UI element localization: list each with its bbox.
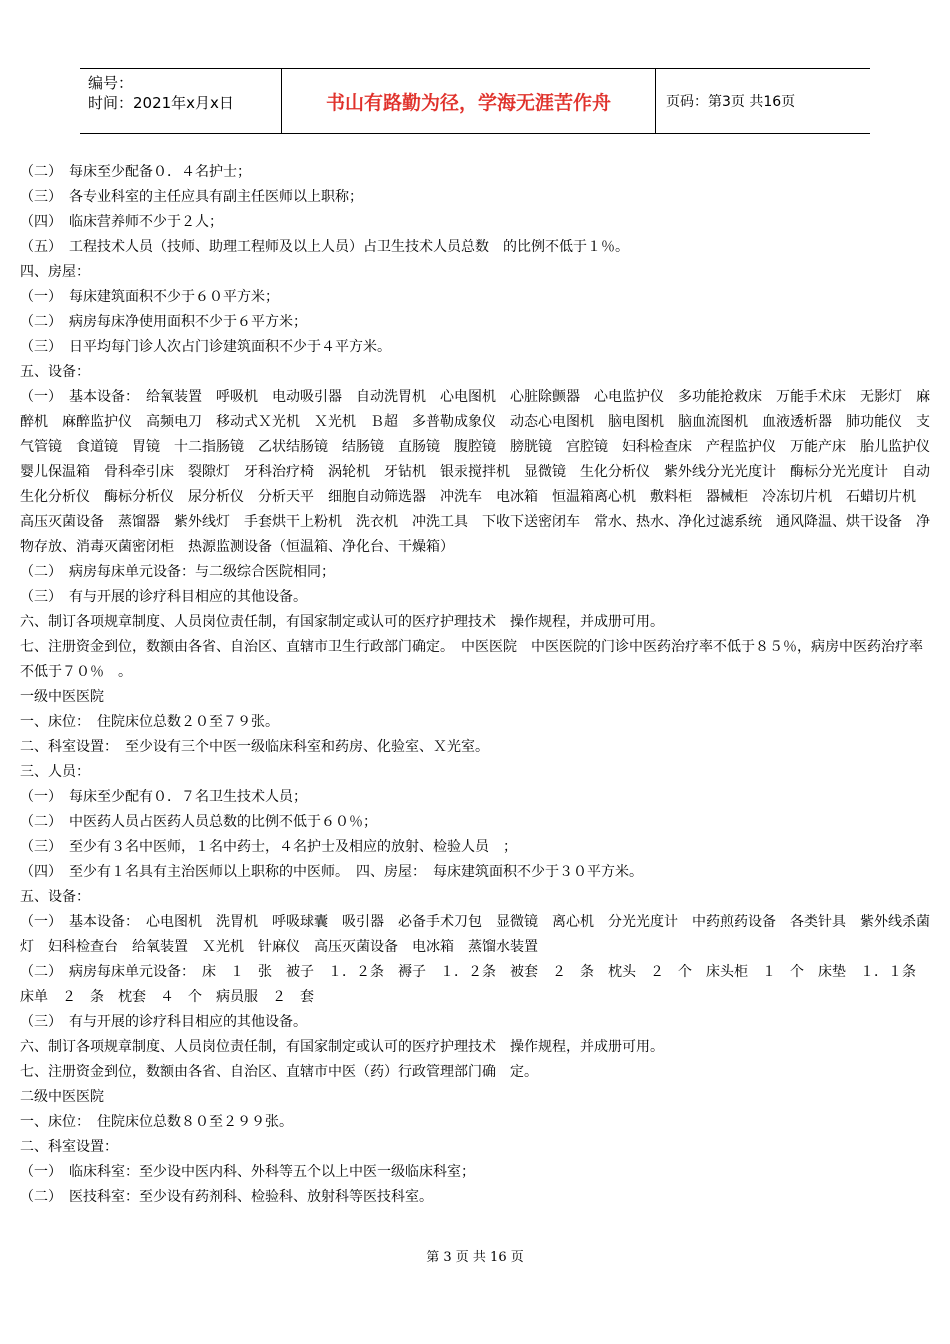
text-line: （一） 基本设备： 心电图机 洗胃机 呼吸球囊 吸引器 必备手术刀包 显微镜 离心机 分光光度计 中药煎药设备 各类针具 紫外线杀菌灯 妇科检查台 给氧装置 Ｘ光机 针麻仪 高压灭菌设备 电冰箱 蒸馏水装置 <box>20 914 930 955</box>
text-line: 六、制订各项规章制度、人员岗位责任制，有国家制定或认可的医疗护理技术 操作规程，并成册可用。 <box>20 614 664 630</box>
header-motto: 书山有路勤为径，学海无涯苦作舟 <box>282 69 656 133</box>
text-line: 七、注册资金到位，数额由各省、自治区、直辖市中医（药）行政管理部门确 定。 <box>20 1064 538 1080</box>
text-line: （三） 各专业科室的主任应具有副主任医师以上职称； <box>20 189 363 205</box>
text-line: （四） 至少有１名具有主治医师以上职称的中医师。 四、房屋： 每床建筑面积不少于３０平方米。 <box>20 864 643 880</box>
text-line: （一） 每床至少配有０．７名卫生技术人员； <box>20 789 307 805</box>
text-line: 一、床位： 住院床位总数８０至２９９张。 <box>20 1114 293 1130</box>
text-line: 二、科室设置： 至少设有三个中医一级临床科室和药房、化验室、Ｘ光室。 <box>20 739 489 755</box>
text-line: （二） 中医药人员占医药人员总数的比例不低于６０％； <box>20 814 377 830</box>
text-line: （二） 每床至少配备０．４名护士； <box>20 164 251 180</box>
page-footer: 第 3 页 共 16 页 <box>426 1250 524 1265</box>
text-line: 五、设备： <box>20 889 90 905</box>
text-line: 一、床位： 住院床位总数２０至７９张。 <box>20 714 279 730</box>
text-line: （三） 有与开展的诊疗科目相应的其他设备。 <box>20 589 307 605</box>
header-page-number: 页码：第3页 共16页 <box>666 94 796 110</box>
document-number: 编号： <box>88 74 134 92</box>
document-body <box>20 160 944 1210</box>
text-line: （三） 至少有３名中医师，１名中药士，４名护士及相应的放射、检验人员 ； <box>20 839 517 855</box>
text-line: 六、制订各项规章制度、人员岗位责任制，有国家制定或认可的医疗护理技术 操作规程，并成册可用。 <box>20 1039 664 1055</box>
text-line: （五） 工程技术人员（技师、助理工程师及以上人员）占卫生技术人员总数 的比例不低于１％。 <box>20 239 629 255</box>
text-line: （二） 病房每床单元设备： 床 １ 张 被子 １．２条 褥子 １．２条 被套 ２ 条 枕头 ２ 个 床头柜 １ 个 床垫 １．１条 床单 ２ 条 枕套 ４ 个 病员服 ２ 套 <box>20 964 930 1005</box>
text-line: 二级中医医院 <box>20 1089 104 1105</box>
text-line: 七、注册资金到位，数额由各省、自治区、直辖市卫生行政部门确定。 中医医院 中医医院的门诊中医药治疗率不低于８５％，病房中医药治疗率不低于７０％ 。 <box>20 639 923 680</box>
text-line: 四、房屋： <box>20 264 90 280</box>
text-line: （四） 临床营养师不少于２人； <box>20 214 223 230</box>
text-line: 一级中医医院 <box>20 689 104 705</box>
text-line: （一） 每床建筑面积不少于６０平方米； <box>20 289 279 305</box>
document-header <box>80 68 870 134</box>
header-meta <box>80 69 282 133</box>
text-line: 二、科室设置： <box>20 1139 118 1155</box>
text-line: （二） 病房每床单元设备：与二级综合医院相同； <box>20 564 335 580</box>
text-line: （二） 医技科室：至少设有药剂科、检验科、放射科等医技科室。 <box>20 1189 433 1205</box>
document-date: 时间：2021年x月x日 <box>88 94 234 112</box>
text-line: 三、人员： <box>20 764 90 780</box>
text-line: （二） 病房每床净使用面积不少于６平方米； <box>20 314 307 330</box>
text-line: （一） 基本设备： 给氧装置 呼吸机 电动吸引器 自动洗胃机 心电图机 心脏除颤器 心电监护仪 多功能抢救床 万能手术床 无影灯 麻醉机 麻醉监护仪 高频电刀 移动式Ｘ光机 Ｘ光机 Ｂ超 多普勒成象仪 动态心电图机 脑电图机 脑血流图机 血液透析器 肺功能仪 支气管镜 食道镜 胃镜 十二指肠镜 乙状结肠镜 结肠镜 直肠镜 腹腔镜 膀胱镜 宫腔镜 妇科检查床 产程监护仪 万能产床 胎儿监护仪 婴儿保温箱 骨科牵引床 裂隙灯 牙科治疗椅 涡轮机 牙钻机 银汞搅拌机 显微镜 生化分析仪 紫外线分光光度计 酶标分光光度计 自动生化分析仪 酶标分析仪 尿分析仪 分析天平 细胞自动筛选器 冲洗车 电冰箱 恒温箱离心机 敷料柜 器械柜 冷冻切片机 石蜡切片机 高压灭菌设备 蒸馏器 紫外线灯 手套烘干上粉机 洗衣机 冲洗工具 下收下送密闭车 常水、热水、净化过滤系统 通风降温、烘干设备 净物存放、消毒灭菌密闭柜 热源监测设备（恒温箱、净化台、干燥箱） <box>20 389 944 555</box>
text-line: 五、设备： <box>20 364 90 380</box>
text-line: （三） 有与开展的诊疗科目相应的其他设备。 <box>20 1014 307 1030</box>
text-line: （一） 临床科室：至少设中医内科、外科等五个以上中医一级临床科室； <box>20 1164 475 1180</box>
text-line: （三） 日平均每门诊人次占门诊建筑面积不少于４平方米。 <box>20 339 391 355</box>
